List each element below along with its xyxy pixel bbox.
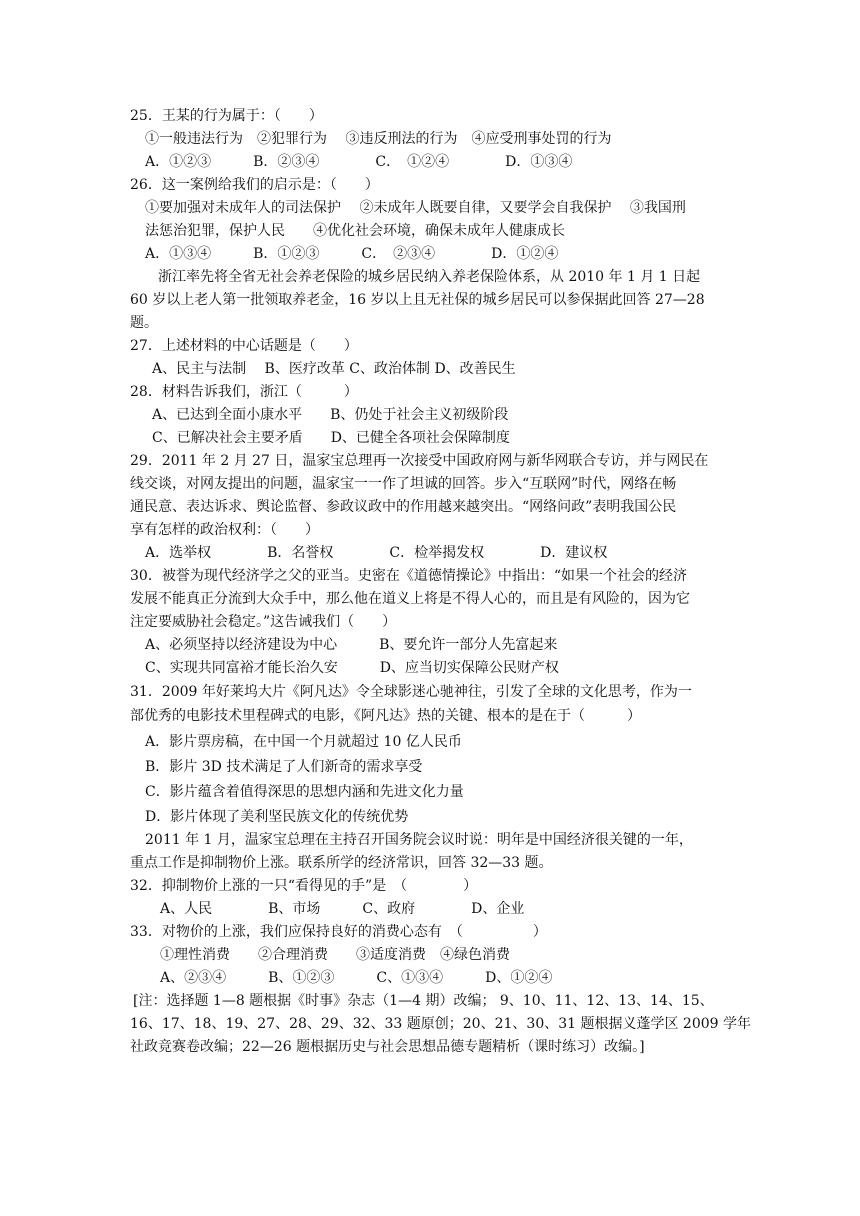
question-33-options: A、②③④ B、①②③ C、①③④ D、①②④ — [160, 970, 553, 986]
question-29-stem-line-2: 线交谈，对网友提出的问题，温家宝一一作了坦诚的回答。步入“互联网”时代，网络在畅 — [130, 476, 677, 492]
material-27-28-line-1: 浙江率先将全省无社会养老保险的城乡居民纳入养老保险体系，从 2010 年 1 月 1 日起 — [158, 269, 701, 285]
question-30-stem-line-3: 注定要威胁社会稳定。”这告诫我们（ ） — [130, 614, 397, 630]
question-30-stem-line-1: 30．被誉为现代经济学之父的亚当。史密在《道德情操论》中指出：“如果一个社会的经济 — [130, 568, 687, 584]
question-30-options-line-2: C、实现共同富裕才能长治久安 D、应当切实保障公民财产权 — [145, 660, 559, 676]
question-28-options-line-1: A、已达到全面小康水平 B、仍处于社会主义初级阶段 — [152, 407, 509, 423]
source-note-line-1: [注：选择题 1—8 题根据《时事》杂志（1—4 期）改编； 9、10、11、12、13、14、15、 — [133, 993, 714, 1009]
question-31-option-a: A．影片票房稿，在中国一个月就超过 10 亿人民币 — [145, 734, 462, 750]
question-25-statements: ①一般违法行为 ②犯罪行为 ③违反刑法的行为 ④应受刑事处罚的行为 — [145, 131, 612, 147]
question-31-option-c: C．影片蕴含着值得深思的思想内涵和先进文化力量 — [145, 784, 464, 800]
material-32-33-line-1: 2011 年 1 月，温家宝总理在主持召开国务院会议时说：明年是中国经济很关键的一年， — [145, 832, 693, 848]
question-29-stem-line-1: 29．2011 年 2 月 27 日，温家宝总理再一次接受中国政府网与新华网联合专访，并与网民在 — [130, 453, 709, 469]
question-26-statements-line-2: 法惩治犯罪，保护人民 ④优化社会环境，确保未成年人健康成长 — [145, 223, 565, 239]
question-26-statements-line-1: ①要加强对未成年人的司法保护 ②未成年人既要自律，又要学会自我保护 ③我国刑 — [145, 200, 686, 216]
question-29-options: A．选举权 B．名誉权 C．检举揭发权 D．建议权 — [145, 545, 608, 561]
question-28-stem: 28．材料告诉我们，浙江（ ） — [130, 384, 358, 400]
question-27-stem: 27．上述材料的中心话题是（ ） — [130, 338, 358, 354]
material-32-33-line-2: 重点工作是抑制物价上涨。联系所学的经济常识，回答 32—33 题。 — [130, 855, 553, 871]
question-30-options-line-1: A、必须坚持以经济建设为中心 B、要允许一部分人先富起来 — [145, 637, 558, 653]
question-27-options: A、民主与法制 B、医疗改革 C、政治体制 D、改善民生 — [152, 361, 516, 377]
question-31-stem-line-1: 31．2009 年好莱坞大片《阿凡达》令全球影迷心驰神往，引发了全球的文化思考，作为一 — [130, 684, 692, 700]
question-31-option-d: D．影片体现了美利坚民族文化的传统优势 — [145, 809, 409, 825]
question-29-stem-line-4: 享有怎样的政治权利：（ ） — [130, 522, 319, 538]
question-25-options: A．①②③ B．②③④ C． ①②④ D．①③④ — [145, 154, 573, 170]
question-26-options: A．①③④ B．①②③ C． ②③④ D．①②④ — [145, 246, 559, 262]
question-28-options-line-2: C、已解决社会主要矛盾 D、已健全各项社会保障制度 — [152, 430, 510, 446]
question-31-stem-line-2: 部优秀的电影技术里程碑式的电影，《阿凡达》热的关键、根本的是在于（ ） — [130, 708, 641, 724]
question-25-stem: 25．王某的行为属于：（ ） — [130, 108, 323, 124]
question-33-stem: 33．对物价的上涨，我们应保持良好的消费心态有 （ ） — [130, 924, 547, 940]
question-31-option-b: B．影片 3D 技术满足了人们新奇的需求享受 — [145, 759, 423, 775]
question-29-stem-line-3: 通民意、表达诉求、舆论监督、参政议政中的作用越来越突出。“网络问政”表明我国公民 — [130, 499, 677, 515]
source-note-line-3: 社政竞赛卷改编；22—26 题根据历史与社会思想品德专题精析（课时练习）改编。] — [130, 1039, 645, 1055]
question-26-stem: 26．这一案例给我们的启示是：（ ） — [130, 177, 379, 193]
source-note-line-2: 16、17、18、19、27、28、29、32、33 题原创；20、21、30、31 题根据义蓬学区 2009 学年 — [130, 1016, 752, 1032]
material-27-28-line-2: 60 岁以上老人第一批领取养老金，16 岁以上且无社保的城乡居民可以参保据此回答 27—28 — [130, 292, 705, 308]
question-32-options: A、人民 B、市场 C、政府 D、企业 — [160, 901, 525, 917]
question-30-stem-line-2: 发展不能真正分流到大众手中，那么他在道义上将是不得人心的，而且是有风险的，因为它 — [130, 591, 690, 607]
question-33-statements: ①理性消费 ②合理消费 ③适度消费 ④绿色消费 — [160, 947, 510, 963]
question-32-stem: 32．抑制物价上涨的一只“看得见的手”是 （ ） — [130, 878, 478, 894]
material-27-28-line-3: 题。 — [130, 315, 158, 331]
